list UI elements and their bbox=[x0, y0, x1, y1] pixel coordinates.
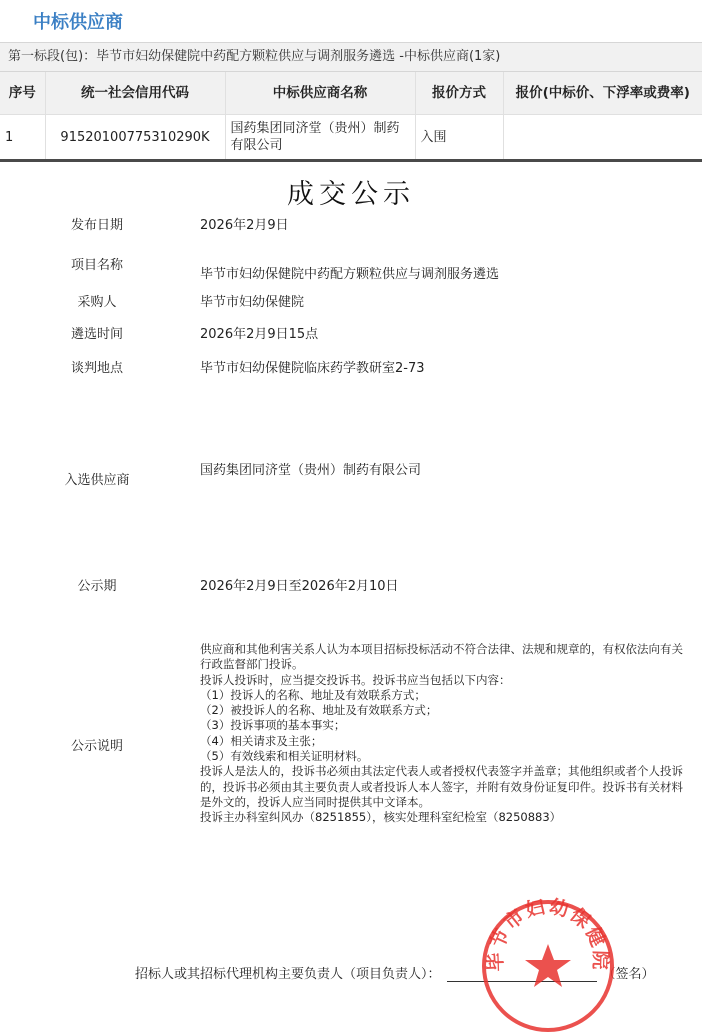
official-seal-stamp bbox=[478, 896, 618, 1036]
explain-line: （2）被投诉人的名称、地址及有效联系方式； bbox=[200, 703, 438, 718]
field-value-notice-period: 2026年2月9日至2026年2月10日 bbox=[200, 579, 399, 594]
cell-index: 1 bbox=[0, 115, 45, 160]
col-header-quote: 报价(中标价、下浮率或费率) bbox=[503, 72, 702, 115]
field-value-publish-date: 2026年2月9日 bbox=[200, 218, 289, 233]
signature-label: 招标人或其招标代理机构主要负责人（项目负责人）： bbox=[135, 967, 441, 982]
col-header-index: 序号 bbox=[0, 72, 45, 115]
explain-line: （5）有效线索和相关证明材料。 bbox=[200, 749, 369, 764]
svg-text:毕节市妇幼保健院: 毕节市妇幼保健院 bbox=[484, 896, 612, 972]
field-label-negotiation-place: 谈判地点 bbox=[70, 361, 123, 376]
signature-suffix: （签名） bbox=[602, 967, 655, 982]
field-label-project-name: 项目名称 bbox=[70, 258, 123, 273]
field-label-selection-time: 遴选时间 bbox=[70, 327, 123, 342]
notice-title: 成交公示 bbox=[287, 179, 415, 210]
field-label-purchaser: 采购人 bbox=[77, 295, 117, 310]
lot-caption: 第一标段(包)：毕节市妇幼保健院中药配方颗粒供应与调剂服务遴选 -中标供应商(1家) bbox=[0, 42, 702, 72]
cell-supplier-name: 国药集团同济堂（贵州）制药有限公司 bbox=[225, 115, 415, 160]
explain-line: 投诉主办科室纠风办（8251855），核实处理科室纪检室（8250883） bbox=[200, 810, 562, 825]
explain-line: （1）投诉人的名称、地址及有效联系方式； bbox=[200, 687, 426, 702]
field-label-notice-period: 公示期 bbox=[77, 579, 117, 594]
field-label-notice-explain: 公示说明 bbox=[70, 739, 123, 754]
cell-quote-method: 入围 bbox=[415, 115, 503, 160]
table-row bbox=[0, 115, 702, 160]
col-header-quote-method: 报价方式 bbox=[415, 72, 503, 115]
cell-quote bbox=[503, 115, 702, 160]
field-value-negotiation-place: 毕节市妇幼保健院临床药学教研室2-73 bbox=[200, 361, 425, 376]
cell-credit-code: 91520100775310290K bbox=[45, 115, 225, 160]
section-title: 中标供应商 bbox=[33, 12, 123, 33]
col-header-credit-code: 统一社会信用代码 bbox=[45, 72, 225, 115]
field-value-project-name: 毕节市妇幼保健院中药配方颗粒供应与调剂服务遴选 bbox=[200, 267, 500, 282]
notice-explain-text bbox=[200, 642, 690, 826]
explain-line: （3）投诉事项的基本事实； bbox=[200, 718, 346, 733]
supplier-table bbox=[0, 72, 702, 159]
field-label-selected-supplier: 入选供应商 bbox=[64, 473, 130, 488]
field-value-purchaser: 毕节市妇幼保健院 bbox=[200, 295, 305, 310]
table-header-row bbox=[0, 72, 702, 115]
supplier-table-block bbox=[0, 42, 702, 162]
col-header-supplier-name: 中标供应商名称 bbox=[225, 72, 415, 115]
field-value-selection-time: 2026年2月9日15点 bbox=[200, 327, 319, 342]
explain-line: 投诉人是法人的，投诉书必须由其法定代表人或者授权代表签字并盖章；其他组织或者个人投诉的，投诉书必须由其主要负责人或者投诉人本人签字，并附有效身份证复印件。投诉书有关材料是外文的，投诉人应当同时提供其中文译本。 bbox=[200, 764, 683, 809]
explain-line: 投诉人投诉时，应当提交投诉书。投诉书应当包括以下内容： bbox=[200, 672, 511, 687]
explain-line: （4）相关请求及主张； bbox=[200, 733, 323, 748]
explain-line: 供应商和其他利害关系人认为本项目招标投标活动不符合法律、法规和规章的，有权依法向有关行政监督部门投诉。 bbox=[200, 642, 683, 672]
field-value-selected-supplier: 国药集团同济堂（贵州）制药有限公司 bbox=[200, 463, 422, 478]
field-label-publish-date: 发布日期 bbox=[70, 218, 123, 233]
